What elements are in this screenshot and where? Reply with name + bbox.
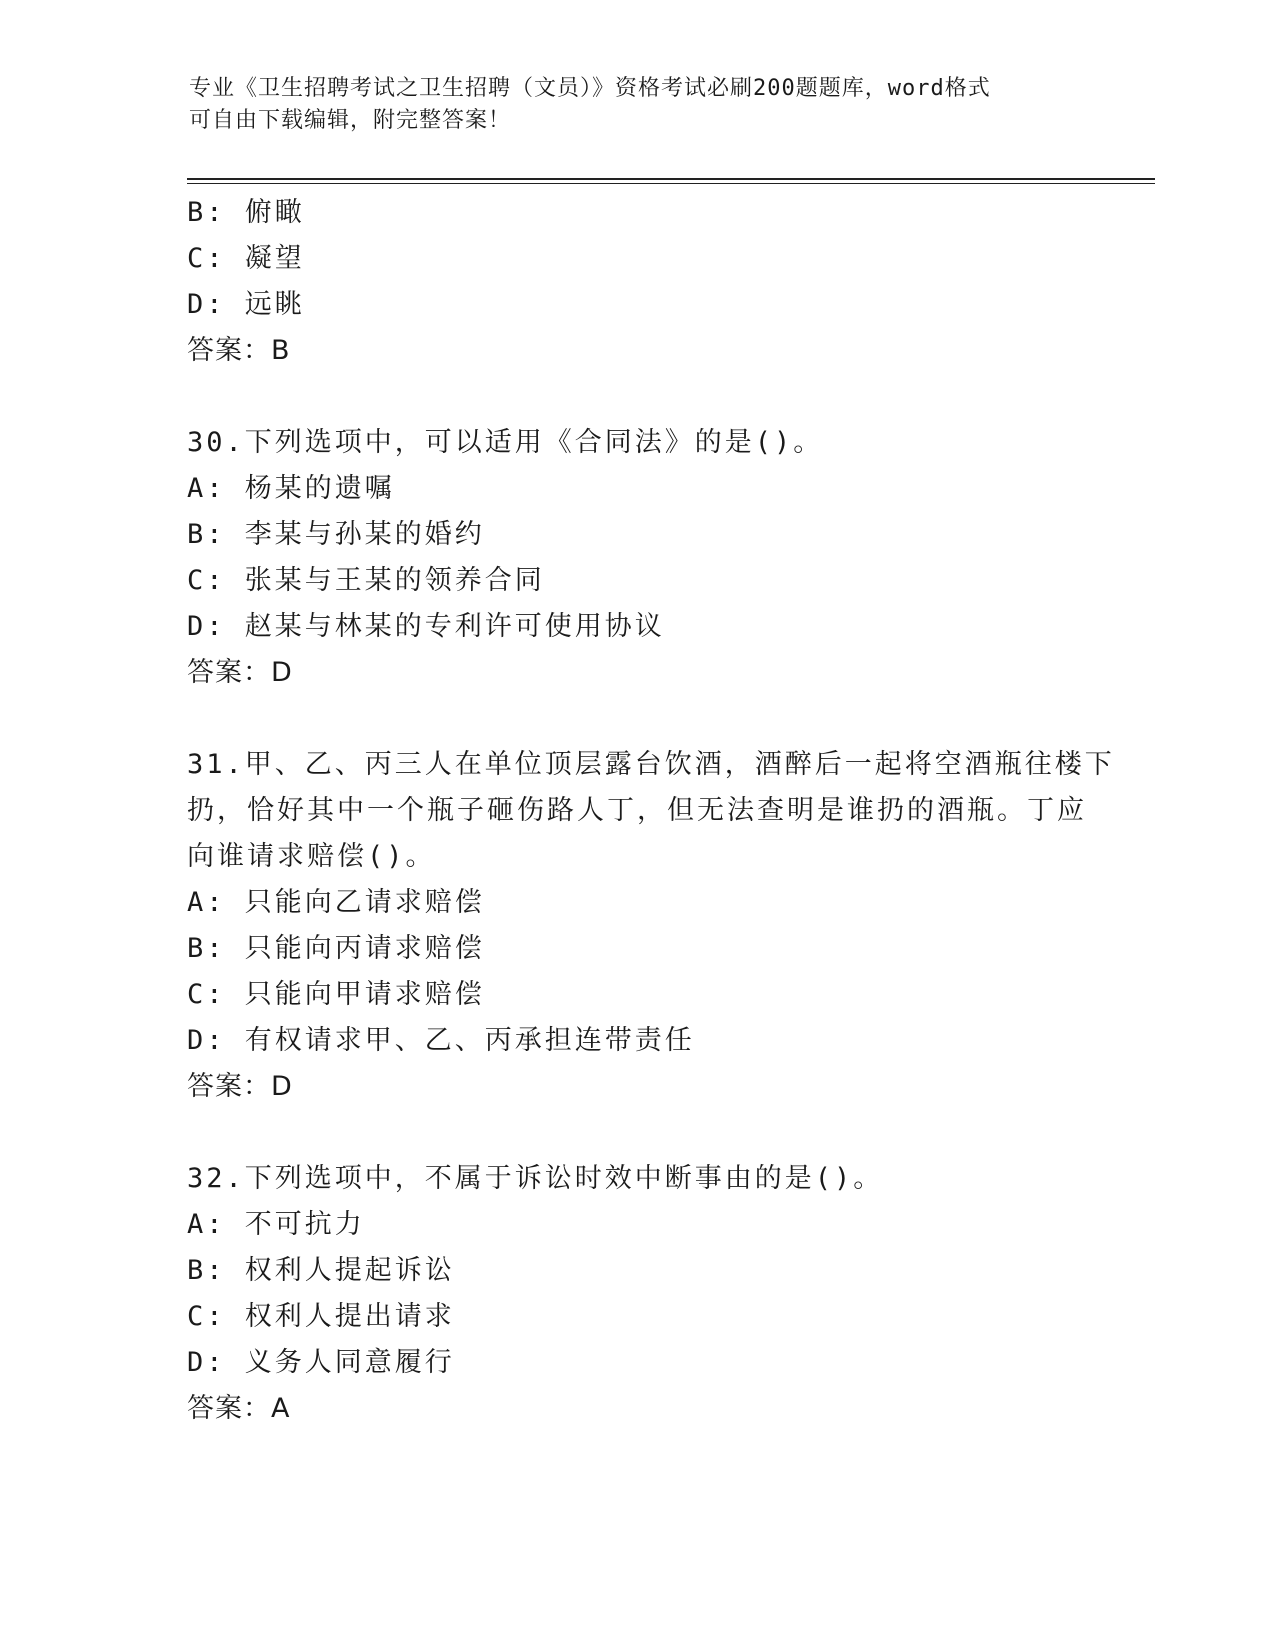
question-stem: 32.下列选项中，不属于诉讼时效中断事由的是()。 [187, 1163, 884, 1194]
option-d: D: 有权请求甲、乙、丙承担连带责任 [187, 1025, 695, 1056]
option-c: C: 张某与王某的领养合同 [187, 565, 545, 596]
answer: 答案：D [187, 1071, 293, 1102]
option-d: D: 义务人同意履行 [187, 1347, 455, 1378]
answer: 答案：D [187, 657, 293, 688]
option-d: D: 远眺 [187, 289, 305, 320]
question-29-tail [187, 190, 1087, 374]
header-title-line-2: 可自由下载编辑，附完整答案！ [189, 108, 512, 133]
question-stem-line-1: 31.甲、乙、丙三人在单位顶层露台饮酒，酒醉后一起将空酒瓶往楼下 [187, 749, 1115, 780]
spacer [187, 374, 1087, 420]
spacer [187, 696, 1087, 742]
question-30 [187, 420, 1087, 696]
option-a: A: 只能向乙请求赔偿 [187, 887, 485, 918]
header-divider [187, 178, 1155, 184]
option-b: B: 权利人提起诉讼 [187, 1255, 455, 1286]
question-list [187, 190, 1115, 1432]
question-32 [187, 1156, 1087, 1432]
option-a: A: 不可抗力 [187, 1209, 365, 1240]
answer: 答案：B [187, 335, 291, 366]
option-c: C: 凝望 [187, 243, 305, 274]
option-b: B: 俯瞰 [187, 197, 305, 228]
question-stem-line-2: 扔，恰好其中一个瓶子砸伤路人丁，但无法查明是谁扔的酒瓶。丁应 [187, 795, 1087, 826]
spacer [187, 1110, 1087, 1156]
option-d: D: 赵某与林某的专利许可使用协议 [187, 611, 665, 642]
answer: 答案：A [187, 1393, 291, 1424]
option-b: B: 李某与孙某的婚约 [187, 519, 485, 550]
question-stem-line-3: 向谁请求赔偿()。 [187, 841, 436, 872]
question-stem: 30.下列选项中，可以适用《合同法》的是()。 [187, 427, 824, 458]
header-title-line-1: 专业《卫生招聘考试之卫生招聘（文员）》资格考试必刷200题题库，word格式 [189, 76, 991, 101]
question-31 [187, 742, 1115, 1110]
option-a: A: 杨某的遗嘱 [187, 473, 395, 504]
page-header [189, 73, 1079, 137]
option-c: C: 权利人提出请求 [187, 1301, 455, 1332]
option-b: B: 只能向丙请求赔偿 [187, 933, 485, 964]
option-c: C: 只能向甲请求赔偿 [187, 979, 485, 1010]
